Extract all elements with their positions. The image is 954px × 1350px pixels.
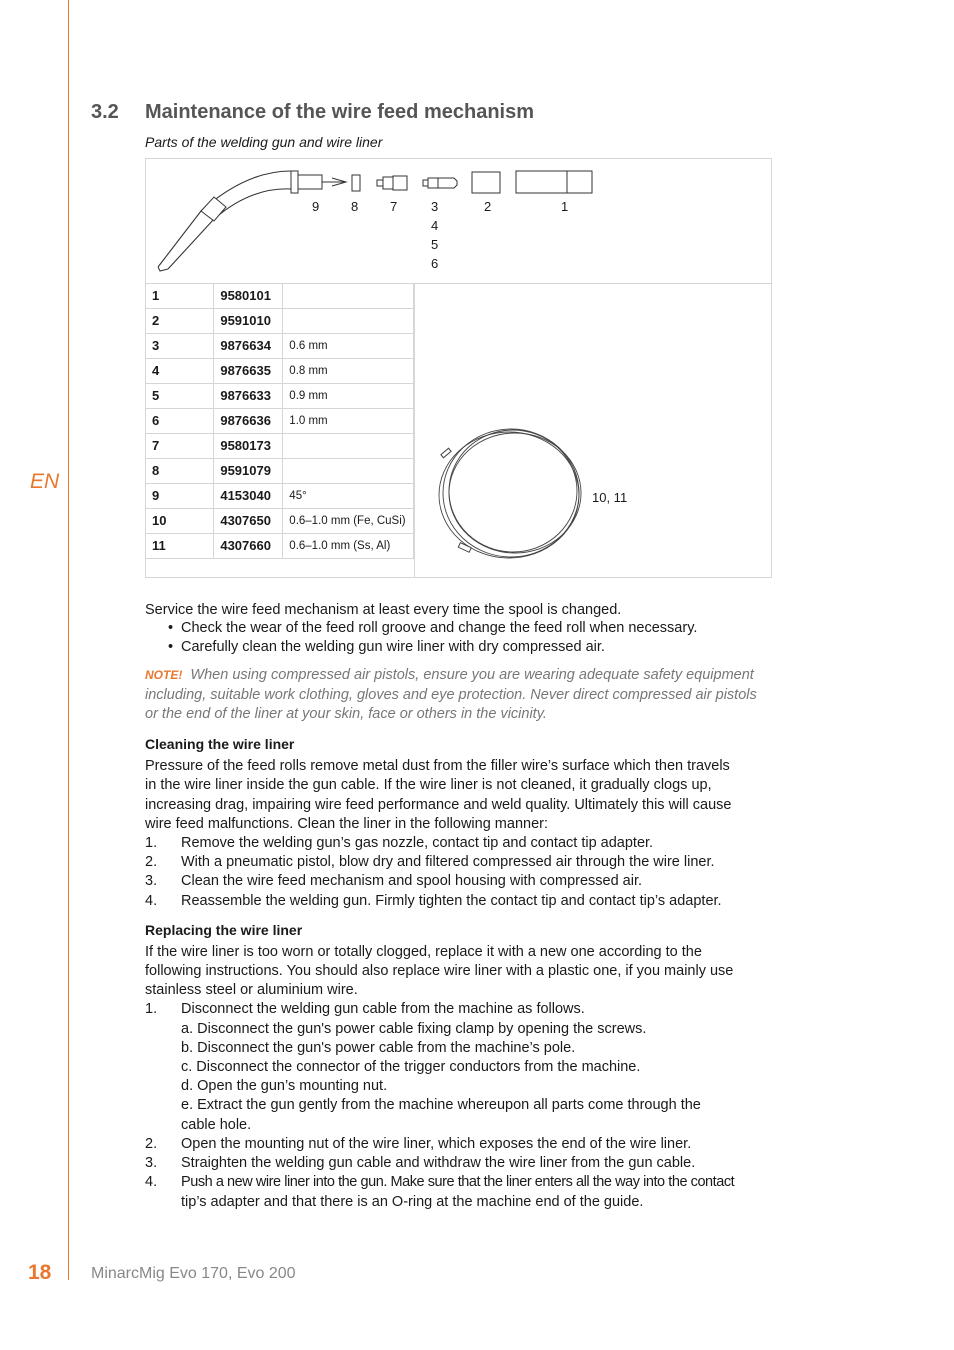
table-row: 4 9876635 0.8 mm	[146, 358, 414, 383]
label-parts-10-11: 10, 11	[592, 490, 628, 505]
table-row: 3 9876634 0.6 mm	[146, 333, 414, 358]
step-number: 4.	[145, 893, 158, 909]
margin-rule	[68, 0, 69, 1280]
step-number: 2.	[145, 854, 158, 870]
step-text: Push a new wire liner into the gun. Make sure that the liner enters all the way into the contact	[181, 1174, 735, 1190]
table-row: 8 9591079	[146, 458, 414, 483]
label-part-6: 6	[431, 256, 439, 271]
step-text: Open the mounting nut of the wire liner, which exposes the end of the wire liner.	[181, 1136, 692, 1152]
note-label: NOTE!	[145, 668, 183, 682]
step-text: Remove the welding gun’s gas nozzle, contact tip and contact tip adapter.	[181, 835, 654, 851]
step-number: 1.	[145, 1001, 158, 1017]
step-text: Straighten the welding gun cable and withdraw the wire liner from the gun cable.	[181, 1155, 696, 1171]
label-part-3: 3	[431, 199, 439, 214]
substep: b. Disconnect the gun's power cable from the machine’s pole.	[181, 1040, 576, 1056]
safety-note	[145, 666, 773, 725]
section-number: 3.2	[91, 101, 119, 123]
label-part-4: 4	[431, 218, 439, 233]
paragraph-line: Pressure of the feed rolls remove metal dust from the filler wire’s surface which then travels	[145, 758, 730, 774]
wire-liner-coil-cell	[414, 283, 771, 577]
section-title: Maintenance of the wire feed mechanism	[145, 101, 534, 123]
section-heading	[91, 101, 534, 124]
paragraph-line: increasing drag, impairing wire feed performance and weld quality. Ultimately this will cause	[145, 797, 732, 813]
figure-caption: Parts of the welding gun and wire liner	[145, 134, 383, 150]
step-number: 2.	[145, 1136, 158, 1152]
paragraph-line: in the wire liner inside the gun cable. If the wire liner is not cleaned, it gradually clogs up,	[145, 777, 712, 793]
table-row: 2 9591010	[146, 308, 414, 333]
paragraph-line: stainless steel or aluminium wire.	[145, 982, 358, 998]
page-number: 18	[28, 1261, 52, 1284]
list-item: Carefully clean the welding gun wire liner with dry compressed air.	[181, 639, 605, 655]
paragraph-line: If the wire liner is too worn or totally clogged, replace it with a new one according to the	[145, 944, 702, 960]
parts-figure-table	[145, 158, 772, 578]
step-text: With a pneumatic pistol, blow dry and filtered compressed air through the wire liner.	[181, 854, 715, 870]
table-row: 11 4307660 0.6–1.0 mm (Ss, Al)	[146, 533, 414, 558]
table-row: 1 9580101	[146, 283, 414, 308]
step-number: 1.	[145, 835, 158, 851]
table-row: 7 9580173	[146, 433, 414, 458]
footer-product: MinarcMig Evo 170, Evo 200	[91, 1265, 296, 1282]
step-number: 3.	[145, 1155, 158, 1171]
label-part-5: 5	[431, 237, 439, 252]
cleaning-heading: Cleaning the wire liner	[145, 736, 295, 752]
step-text: Disconnect the welding gun cable from the machine as follows.	[181, 1001, 585, 1017]
wire-liner-coil-drawing	[429, 423, 609, 583]
bullet-dot: •	[168, 620, 174, 636]
step-text: tip’s adapter and that there is an O-ring at the machine end of the guide.	[181, 1194, 644, 1210]
label-part-9: 9	[312, 199, 320, 214]
list-item: Check the wear of the feed roll groove and change the feed roll when necessary.	[181, 620, 698, 636]
table-row: 9 4153040 45°	[146, 483, 414, 508]
step-text: Reassemble the welding gun. Firmly tighten the contact tip and contact tip’s adapter.	[181, 893, 722, 909]
paragraph-line: following instructions. You should also replace wire liner with a plastic one, if you mainly use	[145, 963, 734, 979]
step-number: 4.	[145, 1174, 158, 1190]
language-tab: EN	[30, 470, 60, 493]
parts-list	[146, 283, 414, 559]
substep: cable hole.	[181, 1117, 252, 1133]
step-text: Clean the wire feed mechanism and spool housing with compressed air.	[181, 873, 643, 889]
table-row: 6 9876636 1.0 mm	[146, 408, 414, 433]
table-row: 10 4307650 0.6–1.0 mm (Fe, CuSi)	[146, 508, 414, 533]
bullet-dot: •	[168, 639, 174, 655]
label-part-7: 7	[390, 199, 398, 214]
paragraph-line: wire feed malfunctions. Clean the liner in the following manner:	[145, 816, 548, 832]
substep: c. Disconnect the connector of the trigger conductors from the machine.	[181, 1059, 641, 1075]
step-number: 3.	[145, 873, 158, 889]
note-text: When using compressed air pistols, ensure you are wearing adequate safety equipment including, suitable work clothing, gloves and eye protection. Never direct compressed air pistols or the end of the liner at your skin, face or others in the vicinity.	[145, 667, 757, 723]
substep: e. Extract the gun gently from the machine whereupon all parts come through the	[181, 1097, 701, 1113]
substep: d. Open the gun’s mounting nut.	[181, 1078, 388, 1094]
gun-parts-illustration	[146, 159, 771, 284]
gun-parts-drawing	[146, 159, 771, 283]
service-intro: Service the wire feed mechanism at least every time the spool is changed.	[145, 602, 622, 618]
label-part-8: 8	[351, 199, 359, 214]
label-part-1: 1	[561, 199, 569, 214]
replacing-heading: Replacing the wire liner	[145, 922, 303, 938]
substep: a. Disconnect the gun's power cable fixing clamp by opening the screws.	[181, 1021, 647, 1037]
table-row: 5 9876633 0.9 mm	[146, 383, 414, 408]
label-part-2: 2	[484, 199, 492, 214]
